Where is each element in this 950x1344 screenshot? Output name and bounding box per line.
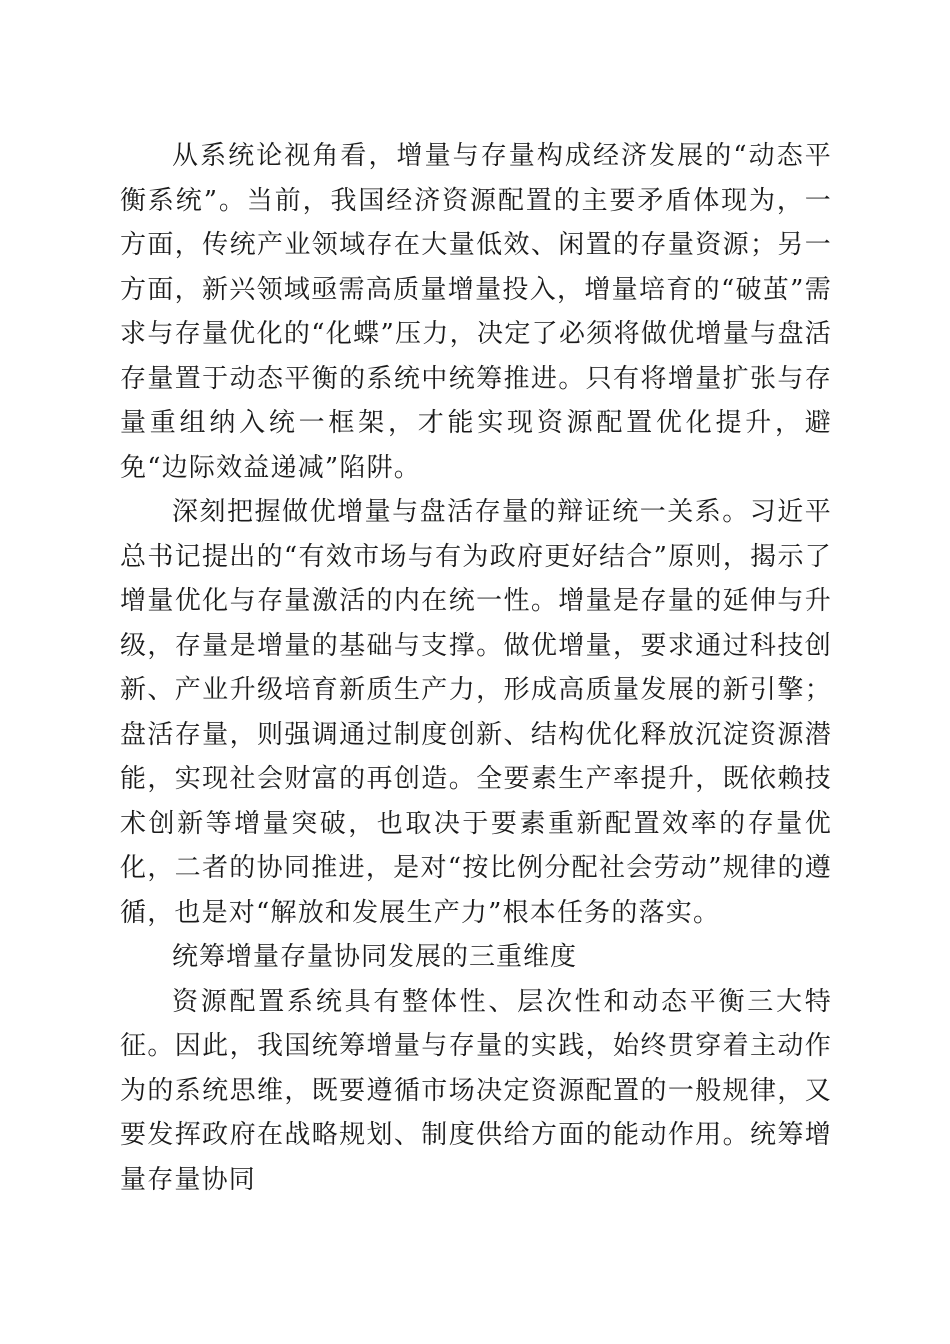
paragraph-systems-view: 从系统论视角看，增量与存量构成经济发展的“动态平衡系统”。当前，我国经济资源配置的主要矛盾体现为，一方面，传统产业领域存在大量低效、闲置的存量资源；另一方面，新兴领域亟需高质量增量投入，增量培育的“破茧”需求与存量优化的“化蝶”压力，决定了必须将做优增量与盘活存量置于动态平衡的系统中统筹推进。只有将增量扩张与存量重组纳入统一框架，才能实现资源配置优化提升，避免“边际效益递减”陷阱。 xyxy=(120,141,832,483)
section-heading: 统筹增量存量协同发展的三重维度 xyxy=(172,942,578,972)
document-body xyxy=(120,134,832,1202)
paragraph-dialectical-unity: 深刻把握做优增量与盘活存量的辩证统一关系。习近平总书记提出的“有效市场与有为政府更好结合”原则，揭示了增量优化与存量激活的内在统一性。增量是存量的延伸与升级，存量是增量的基础与支撑。做优增量，要求通过科技创新、产业升级培育新质生产力，形成高质量发展的新引擎；盘活存量，则强调通过制度创新、结构优化释放沉淀资源潜能，实现社会财富的再创造。全要素生产率提升，既依赖技术创新等增量突破，也取决于要素重新配置效率的存量优化，二者的协同推进，是对“按比例分配社会劳动”规律的遵循，也是对“解放和发展生产力”根本任务的落实。 xyxy=(120,497,832,928)
paragraph-resource-allocation: 资源配置系统具有整体性、层次性和动态平衡三大特征。因此，我国统筹增量与存量的实践，始终贯穿着主动作为的系统思维，既要遵循市场决定资源配置的一般规律，又要发挥政府在战略规划、制度供给方面的能动作用。统筹增量存量协同 xyxy=(120,986,832,1195)
